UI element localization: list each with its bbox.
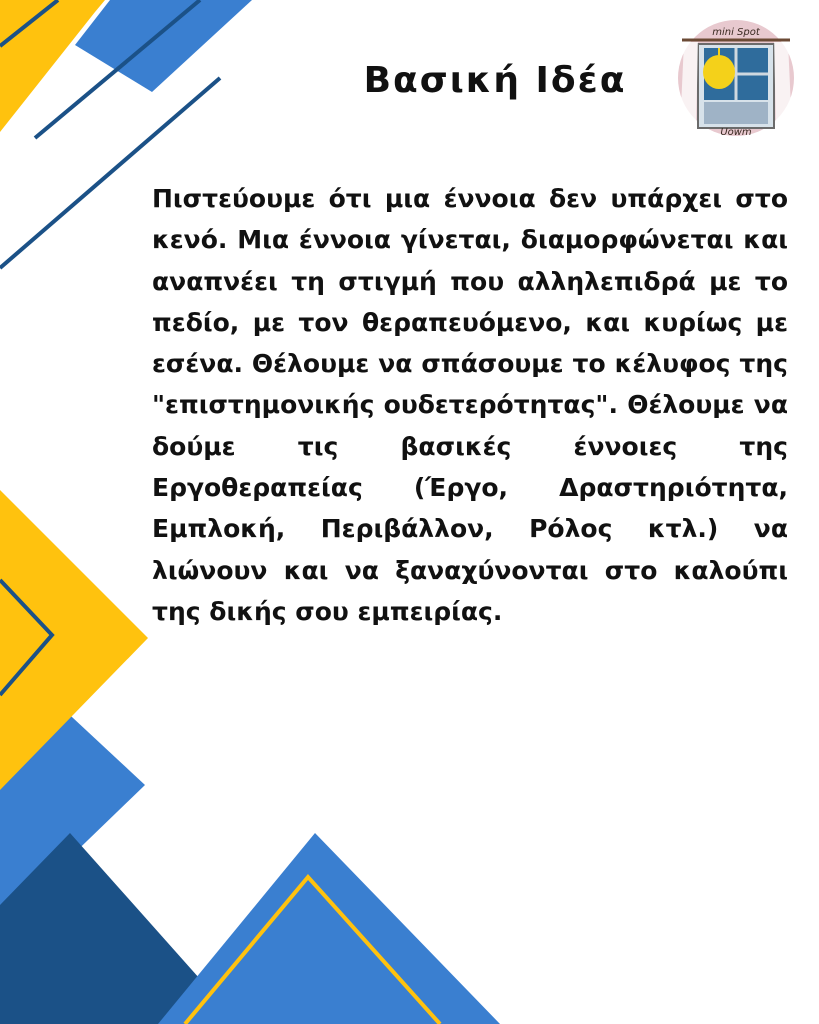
top-left-yellow-shape bbox=[0, 0, 105, 132]
top-left-blue-shape bbox=[75, 0, 252, 92]
body-paragraph: Πιστεύουμε ότι μια έννοια δεν υπάρχει στο κενό. Μια έννοια γίνεται, διαμορφώνεται και αναπνέει τη στιγμή που αλληλεπιδρά με το πεδίο, με τον θεραπευόμενο, και κυρίως με εσένα. Θέλουμε να σπάσουμε το κέλυφος της "επιστημονικής ουδετερότητας". Θέλουμε να δούμε τις βασικές έννοιες της Εργοθεραπείας (Έργο, Δραστηριότητα, Εμπλοκή, Περιβάλλον, Ρόλος κτλ.) να λιώνουν και να ξαναχύνονται στο καλούπι της δικής σου εμπειρίας. bbox=[152, 184, 788, 626]
page-title: Βασική Ιδέα bbox=[363, 60, 627, 101]
mini-spot-logo bbox=[676, 18, 796, 138]
logo-text-top: mini Spot bbox=[712, 27, 760, 38]
logo-text-bottom: Uowm bbox=[720, 127, 752, 138]
